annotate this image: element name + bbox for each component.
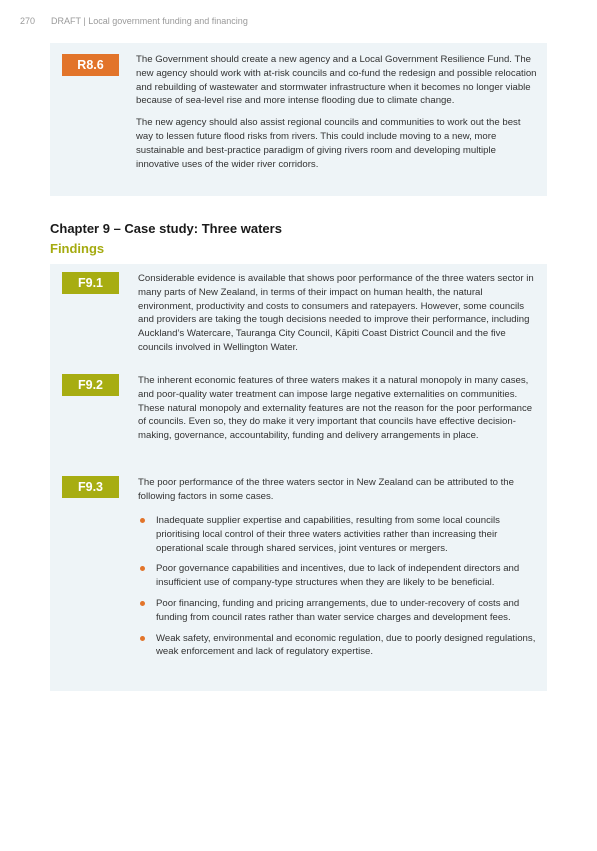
list-item bbox=[138, 562, 540, 590]
bullet-icon bbox=[140, 566, 145, 571]
finding-bullet-list bbox=[138, 514, 540, 666]
page-number: 270 bbox=[20, 16, 36, 26]
recommendation-text bbox=[136, 53, 538, 179]
chapter-heading: Chapter 9 – Case study: Three waters bbox=[50, 221, 282, 236]
bullet-icon bbox=[140, 601, 145, 606]
bullet-icon bbox=[140, 518, 145, 523]
finding-badge: F9.3 bbox=[62, 476, 119, 498]
list-item bbox=[138, 514, 540, 555]
recommendation-box bbox=[50, 43, 547, 196]
list-item-text: Weak safety, environmental and economic regulation, due to poorly designed regulations, weak enforcement and lack of regulatory expertise. bbox=[156, 632, 536, 658]
findings-heading: Findings bbox=[50, 241, 105, 256]
list-item-text: Poor governance capabilities and incentives, due to lack of independent directors and insufficient use of company-type structures when they are likely to be beneficial. bbox=[156, 563, 520, 589]
recommendation-paragraph: The Government should create a new agency and a Local Government Resilience Fund. The new agency should work with at-risk councils and co-fund the redesign and possible relocation and rebuilding of wastewater and stormwater infrastructure when it becomes no longer viable because of sea-level rise and more intense flooding due to climate change. bbox=[136, 54, 537, 107]
recommendation-paragraph: The new agency should also assist regional councils and communities to work out the best way to lessen future flood risks from rivers. This could include moving to a new, more sustainable and best-practice paradigm of giving rivers room and developing multiple innovative uses of the wider river corridors. bbox=[136, 117, 521, 170]
list-item-text: Poor financing, funding and pricing arrangements, due to under-recovery of costs and funding from council rates rather than water service charges and development fees. bbox=[156, 597, 520, 623]
finding-badge: F9.2 bbox=[62, 374, 119, 396]
list-item-text: Inadequate supplier expertise and capabilities, resulting from some local councils prioritising local control of their three waters activities rather than increasing their operational scale through shared services, joint ventures or mergers. bbox=[156, 515, 500, 554]
bullet-icon bbox=[140, 636, 145, 641]
finding-badge: F9.1 bbox=[62, 272, 119, 294]
findings-box bbox=[50, 264, 547, 691]
finding-text: The poor performance of the three waters sector in New Zealand can be attributed to the following factors in some cases. bbox=[138, 477, 514, 502]
recommendation-badge: R8.6 bbox=[62, 54, 119, 76]
finding-text: Considerable evidence is available that shows poor performance of the three waters sector in many parts of New Zealand, in terms of their impact on human health, the natural environment, productivity and costs to consumers and ratepayers. However, some councils and providers are taking the tough decisions needed to improve their performance, including Auckland’s Watercare, Tauranga City Council, Kāpiti Coast District Council and the five councils involved in Wellington Water. bbox=[138, 273, 534, 353]
list-item bbox=[138, 632, 540, 660]
page-header bbox=[20, 16, 248, 26]
list-item bbox=[138, 597, 540, 625]
finding-text: The inherent economic features of three waters makes it a natural monopoly in many cases, and poor-quality water treatment can impose large negative externalities on communities. These natural monopoly and externality features are not the reason for the poor performance of councils. Even so, they do make it very important that councils have effective decision-making, governance, accountability, funding and delivery arrangements in place. bbox=[138, 375, 533, 442]
running-title: DRAFT | Local government funding and financing bbox=[51, 16, 248, 26]
